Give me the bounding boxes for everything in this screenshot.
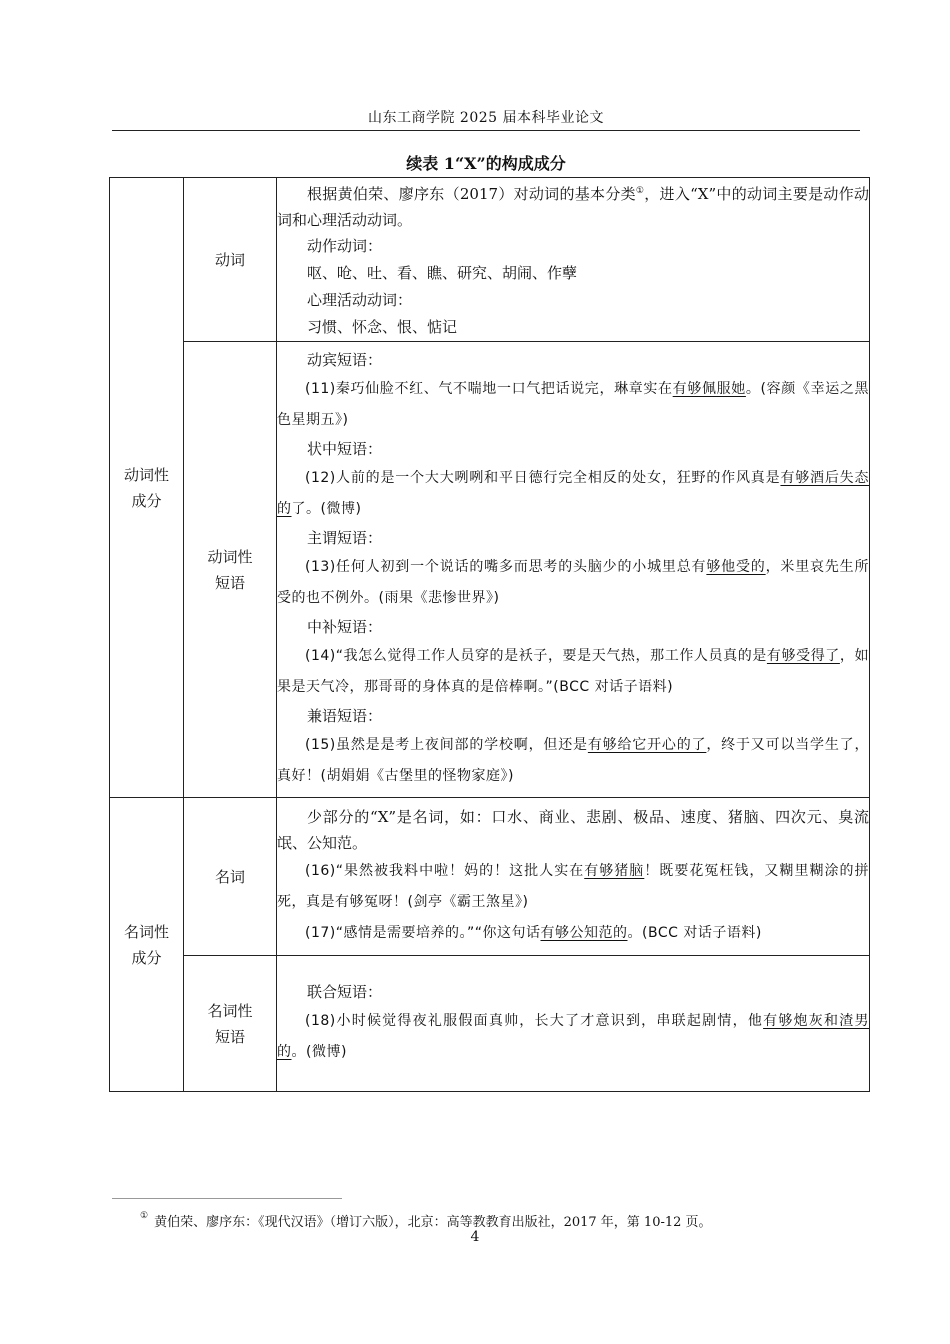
ex18-post: 。(微博) (291, 1044, 347, 1060)
category-nominal (110, 798, 184, 1092)
row-verb (110, 178, 870, 342)
sub-verb-phrase (184, 342, 277, 798)
row-noun (110, 798, 870, 956)
footnote-text: 黄伯荣、廖序东：《现代汉语》（增订六版），北京：高等教教育出版社，2017 年，第 10-12 页。 (154, 1215, 712, 1230)
ex17-target: 有够公知范的 (540, 925, 628, 941)
example-12 (277, 463, 869, 525)
footnote-ref[interactable]: ① (635, 186, 645, 196)
ex13-post: ，米里哀先生所受的也不例外。(雨果《悲惨世界》) (277, 559, 869, 606)
noun-intro: 少部分的“X”是名词，如：口水、商业、悲剧、极品、速度、猪脑、四次元、臭流氓、公知范。 (277, 808, 869, 852)
sub-verb: 动词 (184, 178, 277, 342)
sub-noun-phrase-l1: 名词性 (207, 1001, 253, 1020)
comp-label: 中补短语： (307, 618, 383, 636)
ex12-pre: (12)人前的是一个大大咧咧和平日德行完全相反的处女，狂野的作风真是 (305, 470, 781, 486)
ex13-target: 够他受的 (706, 559, 766, 575)
row-noun-phrase (110, 956, 870, 1092)
action-verb-list: 呕、呛、吐、看、瞧、研究、胡闹、作孽 (307, 264, 578, 282)
ex17-pre: (17)“感情是需要培养的。”“你这句话 (305, 925, 541, 941)
example-17 (277, 918, 869, 949)
ex11-post: 。(容颜《幸运之黑色星期五》) (277, 381, 869, 428)
sp-label: 主谓短语： (307, 529, 383, 547)
category-verbal-line1: 动词性 (123, 465, 169, 484)
ex18-pre: (18)小时候觉得夜礼服假面真帅，长大了才意识到，串联起剧情，他 (305, 1013, 764, 1029)
sub-noun-phrase-l2: 短语 (214, 1027, 245, 1046)
ex16-target: 有够猪脑 (584, 863, 645, 879)
header-rule (112, 130, 860, 131)
vo-label: 动宾短语： (307, 351, 383, 369)
ex15-post: ，终于又可以当学生了，真好！(胡娟娟《古堡里的怪物家庭》) (277, 737, 869, 784)
ex13-pre: (13)任何人初到一个说话的嘴多而思考的头脑少的小城里总有 (305, 559, 707, 575)
ex15-target: 有够给它开心的了 (587, 737, 707, 753)
composition-table (109, 177, 870, 1092)
ex11-pre: (11)秦巧仙脸不红、气不喘地一口气把话说完，琳章实在 (305, 381, 673, 397)
sub-verb-phrase-l2: 短语 (214, 573, 245, 592)
sub-verb-phrase-l1: 动词性 (207, 547, 253, 566)
ex11-target: 有够佩服她 (672, 381, 746, 397)
running-header: 山东工商学院 2025 届本科毕业论文 (367, 110, 605, 126)
ex14-pre: (14)“我怎么觉得工作人员穿的是袄子，要是天气热，那工作人员真的是 (305, 648, 767, 664)
ex12-target: 有够酒后失态的 (277, 470, 869, 517)
coord-label: 联合短语： (307, 983, 383, 1001)
ex12-post: 了。(微博) (291, 501, 362, 517)
action-verb-label: 动作动词： (307, 237, 383, 255)
ex16-pre: (16)“果然被我料中啦！妈的！这批人实在 (305, 863, 585, 879)
category-verbal-line2: 成分 (131, 491, 162, 510)
sub-noun: 名词 (184, 798, 277, 956)
content-verb-phrase (277, 342, 870, 798)
mental-verb-label: 心理活动动词： (307, 291, 413, 309)
pivot-label: 兼语短语： (307, 707, 383, 725)
example-16 (277, 856, 869, 918)
example-13 (277, 552, 869, 614)
page-number: 4 (470, 1229, 480, 1245)
content-verb (277, 178, 870, 342)
ex14-post: ，如果是天气冷，那哥哥的身体真的是倍棒啊。”(BCC 对话子语料) (277, 648, 870, 695)
verb-intro (277, 178, 869, 233)
category-nominal-line2: 成分 (131, 948, 162, 967)
example-11 (277, 374, 869, 436)
table-caption: 续表 1“X”的构成成分 (406, 154, 566, 173)
example-18 (277, 1006, 869, 1068)
content-noun (277, 798, 870, 956)
ex18-target: 有够炮灰和渣男的 (277, 1013, 869, 1060)
example-15 (277, 730, 869, 792)
category-verbal (110, 178, 184, 798)
verb-intro-rest: ，进入“X”中的动词主要是动作动词和心理活动动词。 (277, 185, 869, 229)
adv-label: 状中短语： (307, 440, 383, 458)
content-noun-phrase (277, 956, 870, 1092)
ex17-post: 。(BCC 对话子语料) (627, 925, 762, 941)
footnote (140, 1211, 860, 1230)
mental-verb-list: 习惯、怀念、恨、惦记 (307, 318, 458, 336)
example-14 (277, 641, 869, 703)
row-verb-phrase (110, 342, 870, 798)
sub-noun-phrase (184, 956, 277, 1092)
footnote-mark: ① (140, 1211, 149, 1221)
ex16-post: ！既要花冤枉钱，又糊里糊涂的拼死，真是有够冤呀！(剑亭《霸王煞星》) (277, 863, 869, 910)
category-nominal-line1: 名词性 (123, 922, 169, 941)
ex14-target: 有够受得了 (766, 648, 840, 664)
ex15-pre: (15)虽然是是考上夜间部的学校啊，但还是 (305, 737, 588, 753)
footnote-rule (112, 1198, 342, 1199)
verb-intro-text: 根据黄伯荣、廖序东（2017）对动词的基本分类 (307, 185, 636, 203)
